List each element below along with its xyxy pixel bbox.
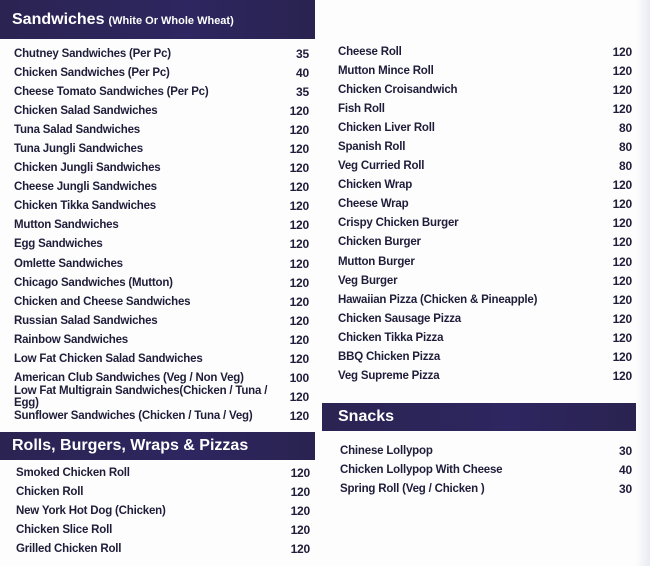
item-price: 120 xyxy=(290,541,310,556)
item-name: Chinese Lollypop xyxy=(340,444,433,457)
menu-item xyxy=(338,367,632,386)
item-price: 120 xyxy=(612,82,632,97)
menu-item xyxy=(338,42,632,61)
item-name: Rainbow Sandwiches xyxy=(14,333,128,346)
menu-item xyxy=(338,118,632,137)
item-price: 120 xyxy=(290,484,310,499)
item-name: Cheese Wrap xyxy=(338,198,409,211)
item-price: 120 xyxy=(289,103,309,118)
item-name: Chicken Sausage Pizza xyxy=(338,312,461,325)
menu-item xyxy=(14,120,309,139)
item-price: 120 xyxy=(612,311,632,326)
item-name: Chicken Roll xyxy=(16,485,84,498)
item-name: Hawaiian Pizza (Chicken & Pineapple) xyxy=(338,293,538,306)
menu-item xyxy=(338,348,632,367)
item-name: Mutton Mince Roll xyxy=(338,64,434,77)
item-name: Chicken Burger xyxy=(338,236,421,249)
menu-item xyxy=(14,178,309,197)
item-price: 120 xyxy=(612,369,632,384)
menu-item xyxy=(338,233,632,252)
item-price: 120 xyxy=(289,237,309,252)
item-price: 120 xyxy=(290,522,310,537)
menu-item xyxy=(14,216,309,235)
item-name: Spanish Roll xyxy=(338,141,406,154)
item-name: Chicken Croisandwich xyxy=(338,83,458,96)
item-price: 120 xyxy=(289,390,309,405)
section-header-snacks xyxy=(322,403,636,431)
section-title: Snacks xyxy=(338,408,395,425)
item-name: Sunflower Sandwiches (Chicken / Tuna / Veg) xyxy=(14,410,253,423)
item-price: 120 xyxy=(290,503,310,518)
menu-item xyxy=(16,520,310,539)
item-price: 120 xyxy=(612,178,632,193)
item-name: Cheese Tomato Sandwiches (Per Pc) xyxy=(14,85,209,98)
item-name: Chicken Jungli Sandwiches xyxy=(14,162,161,175)
item-price: 120 xyxy=(290,465,310,480)
item-price: 120 xyxy=(289,180,309,195)
item-name: Russian Salad Sandwiches xyxy=(14,314,158,327)
item-price: 30 xyxy=(619,481,632,496)
item-price: 120 xyxy=(612,254,632,269)
rolls-list-left xyxy=(16,463,310,558)
sandwiches-list xyxy=(14,44,309,426)
item-name: Tuna Salad Sandwiches xyxy=(14,123,140,136)
item-price: 35 xyxy=(296,46,309,61)
menu-item xyxy=(338,271,632,290)
section-header-sandwiches xyxy=(0,0,315,39)
item-price: 120 xyxy=(612,101,632,116)
item-name: Mutton Sandwiches xyxy=(14,219,119,232)
item-name: Chicken Tikka Pizza xyxy=(338,331,444,344)
item-name: Chicago Sandwiches (Mutton) xyxy=(14,276,173,289)
menu-item xyxy=(338,290,632,309)
item-price: 35 xyxy=(296,84,309,99)
item-price: 120 xyxy=(289,161,309,176)
menu-item xyxy=(14,197,309,216)
menu-item xyxy=(338,309,632,328)
menu-item xyxy=(16,463,310,482)
page-edge-shade xyxy=(636,0,650,566)
item-name: Chicken Wrap xyxy=(338,179,413,192)
item-price: 120 xyxy=(612,197,632,212)
item-name: Chicken Lollypop With Cheese xyxy=(340,463,503,476)
item-price: 120 xyxy=(612,350,632,365)
menu-item xyxy=(338,80,632,99)
menu-item xyxy=(338,214,632,233)
item-price: 120 xyxy=(289,122,309,137)
item-name: Cheese Jungli Sandwiches xyxy=(14,181,157,194)
menu-item xyxy=(14,235,309,254)
menu-item xyxy=(14,350,309,369)
item-price: 120 xyxy=(612,44,632,59)
menu-item xyxy=(338,252,632,271)
item-name: Crispy Chicken Burger xyxy=(338,217,459,230)
item-name: Chicken Sandwiches (Per Pc) xyxy=(14,66,170,79)
item-name: New York Hot Dog (Chicken) xyxy=(16,504,166,517)
menu-item xyxy=(338,99,632,118)
item-name: Egg Sandwiches xyxy=(14,238,103,251)
item-name: American Club Sandwiches (Veg / Non Veg) xyxy=(14,372,244,385)
item-price: 40 xyxy=(619,462,632,477)
item-name: Veg Burger xyxy=(338,274,398,287)
item-price: 120 xyxy=(612,330,632,345)
menu-item xyxy=(340,441,632,460)
menu-item xyxy=(338,137,632,156)
menu-item xyxy=(16,539,310,558)
menu-item xyxy=(340,460,632,479)
item-price: 120 xyxy=(289,409,309,424)
item-price: 120 xyxy=(612,273,632,288)
item-name: Fish Roll xyxy=(338,102,385,115)
menu-item xyxy=(14,273,309,292)
menu-item xyxy=(14,330,309,349)
item-price: 80 xyxy=(619,120,632,135)
item-price: 120 xyxy=(612,292,632,307)
item-name: Chicken Liver Roll xyxy=(338,121,435,134)
section-header-rolls xyxy=(0,432,315,460)
menu-item xyxy=(14,63,309,82)
item-price: 120 xyxy=(612,235,632,250)
item-price: 40 xyxy=(296,65,309,80)
item-name: Tuna Jungli Sandwiches xyxy=(14,143,143,156)
section-title: Rolls, Burgers, Wraps & Pizzas xyxy=(12,437,249,454)
menu-item xyxy=(14,82,309,101)
item-name: Veg Supreme Pizza xyxy=(338,370,440,383)
menu-item xyxy=(16,501,310,520)
menu-item xyxy=(14,311,309,330)
menu-item xyxy=(338,176,632,195)
item-price: 30 xyxy=(619,443,632,458)
section-subtitle: (White Or Whole Wheat) xyxy=(108,15,234,27)
item-name: Smoked Chicken Roll xyxy=(16,466,130,479)
menu-item xyxy=(340,479,632,498)
item-price: 120 xyxy=(289,199,309,214)
item-name: Chicken Salad Sandwiches xyxy=(14,104,158,117)
item-price: 120 xyxy=(289,142,309,157)
item-name: Low Fat Chicken Salad Sandwiches xyxy=(14,353,203,366)
menu-item xyxy=(338,328,632,347)
menu-item xyxy=(338,157,632,176)
item-price: 120 xyxy=(289,352,309,367)
menu-item xyxy=(14,159,309,178)
menu-item xyxy=(14,407,309,426)
section-title: Sandwiches xyxy=(12,10,105,28)
item-price: 120 xyxy=(289,332,309,347)
item-price: 120 xyxy=(289,294,309,309)
item-price: 80 xyxy=(619,140,632,155)
menu-item xyxy=(338,61,632,80)
item-name: Veg Curried Roll xyxy=(338,160,425,173)
item-name: Omlette Sandwiches xyxy=(14,257,123,270)
item-price: 80 xyxy=(619,159,632,174)
item-name: Chutney Sandwiches (Per Pc) xyxy=(14,47,171,60)
menu-item xyxy=(14,292,309,311)
menu-item xyxy=(14,254,309,273)
item-name: Chicken Slice Roll xyxy=(16,523,113,536)
item-name: Chicken Tikka Sandwiches xyxy=(14,200,156,213)
item-price: 120 xyxy=(612,216,632,231)
item-price: 120 xyxy=(289,256,309,271)
menu-item xyxy=(14,139,309,158)
item-name: Chicken and Cheese Sandwiches xyxy=(14,295,191,308)
item-name: Low Fat Multigrain Sandwiches(Chicken / Tuna / Egg) xyxy=(14,385,268,410)
item-price: 120 xyxy=(289,313,309,328)
menu-item xyxy=(14,101,309,120)
item-name: BBQ Chicken Pizza xyxy=(338,351,441,364)
rolls-list-right xyxy=(338,42,632,386)
item-name: Mutton Burger xyxy=(338,255,415,268)
item-name: Spring Roll (Veg / Chicken ) xyxy=(340,482,485,495)
menu-item xyxy=(14,44,309,63)
item-price: 100 xyxy=(289,371,309,386)
menu-item xyxy=(338,195,632,214)
snacks-list xyxy=(340,441,632,498)
item-price: 120 xyxy=(289,275,309,290)
item-price: 120 xyxy=(289,218,309,233)
item-name: Cheese Roll xyxy=(338,45,402,58)
menu-item xyxy=(14,385,309,410)
item-price: 120 xyxy=(612,63,632,78)
item-name: Grilled Chicken Roll xyxy=(16,542,122,555)
menu-item xyxy=(16,482,310,501)
